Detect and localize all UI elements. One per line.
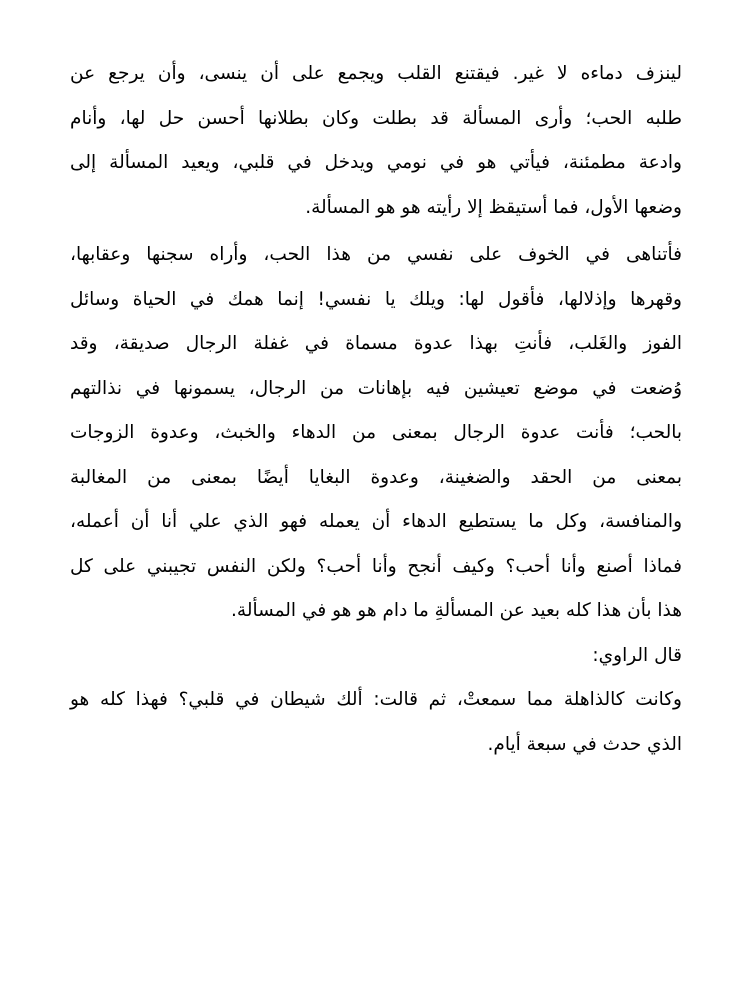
text-line: فأتناهى في الخوف على نفسي من هذا الحب، وأراه سجنها وعقابها، [70,244,682,265]
text-line: وادعة مطمئنة، فيأتي هو في نومي ويدخل في قلبي، ويعيد المسألة إلى [70,152,682,173]
text-line: وكانت كالذاهلة مما سمعتْ، ثم قالت: ألك شيطان في قلبي؟ فهذا كله هو [70,689,682,710]
text-line: هذا بأن هذا كله بعيد عن المسألةِ ما دام هو هو في المسألة. [231,600,682,621]
text-line: قال الراوي: [592,644,682,666]
text-line: لينزف دماءه لا غير. فيقتنع القلب ويجمع على أن ينسى، وأن يرجع عن [70,63,682,84]
text-line: الفوز والغَلب، فأنتِ بهذا عدوة مسماة في غفلة الرجال صديقة، وقد [70,333,682,354]
paragraph-4 [70,678,682,767]
paragraph-1 [70,52,682,230]
text-line: فماذا أصنع وأنا أحب؟ وكيف أنجح وأنا أحب؟ ولكن النفس تجيبني على كل [70,555,682,577]
document-page [70,52,682,767]
paragraph-3 [70,634,682,679]
text-line: طلبه الحب؛ وأرى المسألة قد بطلت وكان بطلانها أحسن حل لها، وأنام [70,107,682,129]
text-line: وُضعت في موضع تعيشين فيه بإهانات من الرجال، يسمونها في نذالتهم [70,377,682,399]
text-line: بالحب؛ فأنت عدوة الرجال بمعنى من الدهاء والخبث، وعدوة الزوجات [70,422,682,443]
text-line: وقهرها وإذلالها، فأقول لها: ويلك يا نفسي! إنما همك في الحياة وسائل [70,288,682,310]
text-line: بمعنى من الحقد والضغينة، وعدوة البغايا أيضًا بمعنى من المغالبة [70,466,682,488]
text-line: وضعها الأول، فما أستيقظ إلا رأيته هو هو المسألة. [305,196,682,218]
paragraph-2 [70,233,682,634]
text-line: والمنافسة، وكل ما يستطيع الدهاء أن يعمله فهو الذي علي أنا أن أعمله، [70,511,682,532]
text-line: الذي حدث في سبعة أيام. [487,733,682,755]
